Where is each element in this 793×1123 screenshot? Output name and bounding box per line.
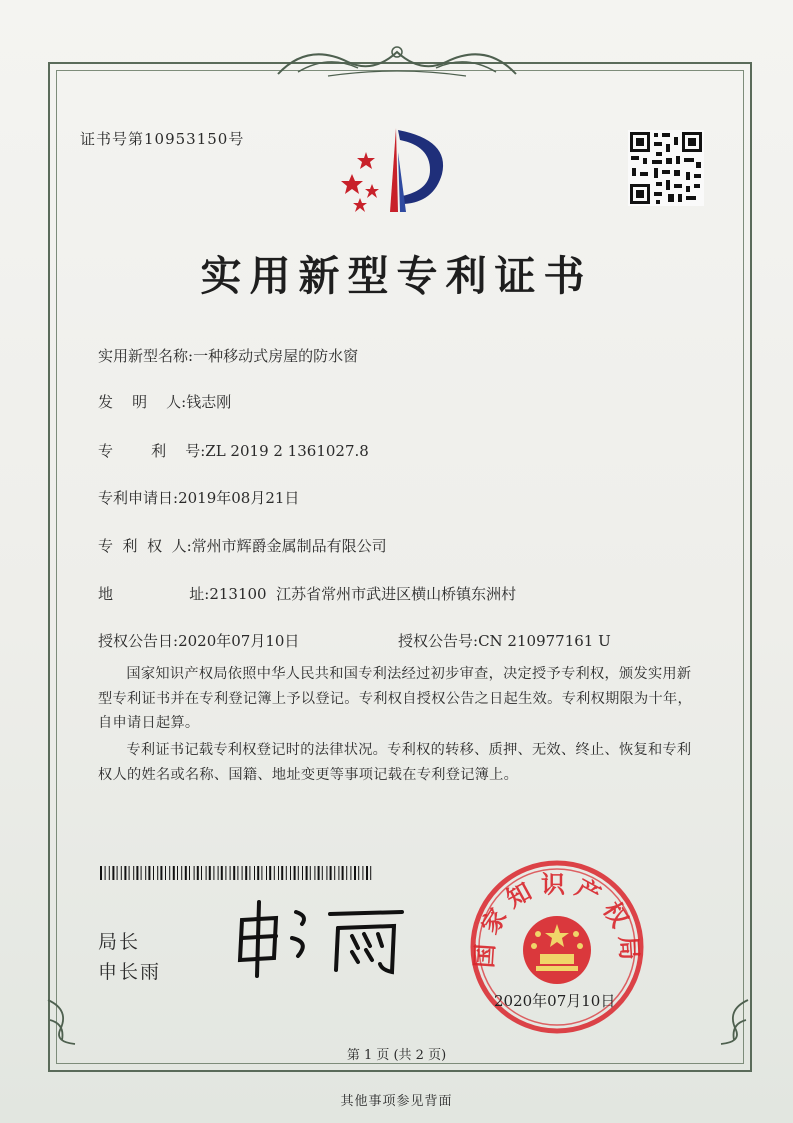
field-label: 专 利 号: xyxy=(98,442,206,460)
signatory-title: 局长 xyxy=(98,931,141,953)
field-value: 一种移动式房屋的防水窗 xyxy=(193,347,359,365)
field-value: ZL 2019 2 1361027.8 xyxy=(205,442,369,460)
footer-note: 其他事项参见背面 xyxy=(340,1094,453,1109)
field-value: 2019年08月21日 xyxy=(178,489,300,507)
field-inventor xyxy=(98,391,231,412)
cnipa-logo-icon xyxy=(338,122,462,220)
field-label: 地 址: xyxy=(98,585,210,603)
bottom-left-ornament xyxy=(40,990,100,1050)
field-value: CN 210977161 U xyxy=(478,632,611,650)
field-label: 授权公告号: xyxy=(398,632,479,650)
signatory-name: 申长雨 xyxy=(98,961,162,983)
field-value: 常州市辉爵金属制品有限公司 xyxy=(191,537,387,555)
field-label: 专利申请日: xyxy=(98,489,179,507)
bottom-right-ornament xyxy=(696,990,756,1050)
qr-code-icon xyxy=(628,130,704,206)
field-label: 实用新型名称: xyxy=(98,347,194,365)
field-value: 2020年07月10日 xyxy=(178,632,300,650)
field-patent-number xyxy=(98,440,369,461)
field-label: 授权公告日: xyxy=(98,632,179,650)
paragraph-grant-statement: 国家知识产权局依照中华人民共和国专利法经过初步审查，决定授予专利权，颁发实用新型专利证书并在专利登记簿上予以登记。专利权自授权公告之日起生效。专利权期限为十年，自申请日起算。 xyxy=(98,666,692,731)
field-grant-announcement-number xyxy=(398,630,611,651)
field-grant-announcement-date xyxy=(98,630,299,651)
field-address xyxy=(98,583,516,604)
field-patentee xyxy=(98,535,387,556)
field-label: 专 利 权 人: xyxy=(98,537,192,555)
issue-date: 2020年07月10日 xyxy=(494,992,616,1010)
field-application-date xyxy=(98,487,299,508)
paragraph-legal-status: 专利证书记载专利权登记时的法律状况。专利权的转移、质押、无效、终止、恢复和专利权人的姓名或名称、国籍、地址变更等事项记载在专利登记簿上。 xyxy=(98,742,692,783)
document-title: 实用新型专利证书 xyxy=(200,252,593,300)
certificate-number: 证书号第10953150号 xyxy=(80,130,245,148)
field-value: 钱志刚 xyxy=(186,393,232,411)
seal-text: 国家知识产权局 xyxy=(470,870,644,969)
barcode-icon xyxy=(100,866,374,880)
national-emblem-icon xyxy=(523,916,591,984)
field-value: 213100 江苏省常州市武进区横山桥镇东洲村 xyxy=(209,585,517,603)
top-ornament xyxy=(268,38,526,84)
field-utility-model-name xyxy=(98,345,358,366)
signature-icon xyxy=(232,898,412,980)
field-label: 发 明 人: xyxy=(98,393,187,411)
page-indicator: 第 1 页 (共 2 页) xyxy=(346,1048,447,1063)
